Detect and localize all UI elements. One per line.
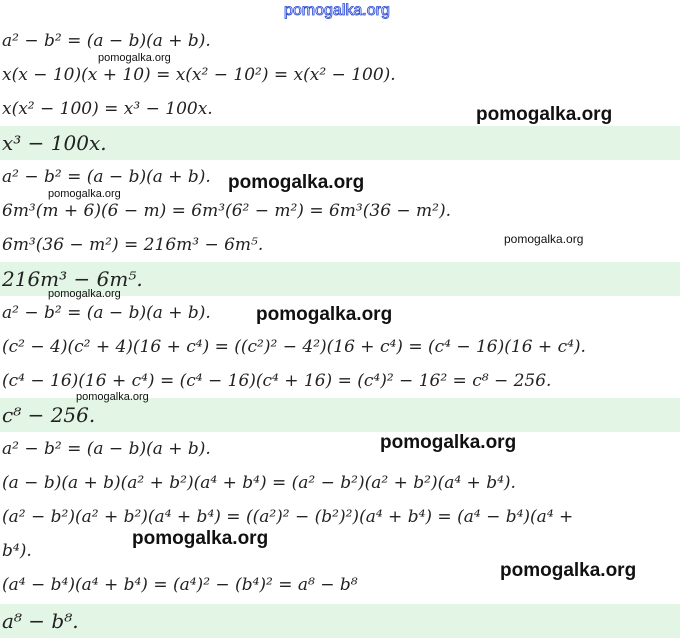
formula-line: a² − b² = (a − b)(a + b). bbox=[2, 439, 211, 459]
formula-line: x(x² − 100) = x³ − 100x. bbox=[2, 99, 213, 119]
watermark[interactable]: pomogalka.org bbox=[48, 188, 121, 200]
watermark[interactable]: pomogalka.org bbox=[500, 560, 637, 581]
formula-line: x(x − 10)(x + 10) = x(x² − 10²) = x(x² − 100). bbox=[2, 65, 396, 85]
watermark[interactable]: pomogalka.org bbox=[504, 232, 584, 246]
formula-line: (c² − 4)(c² + 4)(16 + c⁴) = ((c²)² − 4²)(16 + c⁴) = (c⁴ − 16)(16 + c⁴). bbox=[2, 337, 586, 357]
answer-line: x³ − 100x. bbox=[0, 126, 680, 160]
formula-line: 6m³(m + 6)(6 − m) = 6m³(6² − m²) = 6m³(36 − m²). bbox=[2, 201, 452, 221]
answer-line: a⁸ − b⁸. bbox=[0, 604, 680, 638]
formula-line: (a⁴ − b⁴)(a⁴ + b⁴) = (a⁴)² − (b⁴)² = a⁸ − b⁸ bbox=[2, 575, 358, 595]
watermark-top[interactable]: pomogalka.org bbox=[284, 2, 390, 19]
watermark[interactable]: pomogalka.org bbox=[256, 304, 393, 325]
answer-line: c⁸ − 256. bbox=[0, 398, 680, 432]
formula-line: (a² − b²)(a² + b²)(a⁴ + b⁴) = ((a²)² − (b²)²)(a⁴ + b⁴) = (a⁴ − b⁴)(a⁴ + bbox=[2, 507, 574, 527]
formula-line: a² − b² = (a − b)(a + b). bbox=[2, 31, 211, 51]
watermark[interactable]: pomogalka.org bbox=[132, 528, 269, 549]
watermark[interactable]: pomogalka.org bbox=[380, 432, 517, 453]
watermark[interactable]: pomogalka.org bbox=[476, 104, 613, 125]
formula-line: 6m³(36 − m²) = 216m³ − 6m⁵. bbox=[2, 235, 264, 255]
watermark[interactable]: pomogalka.org bbox=[228, 172, 365, 193]
formula-line: (a − b)(a + b)(a² + b²)(a⁴ + b⁴) = (a² − b²)(a² + b²)(a⁴ + b⁴). bbox=[2, 473, 516, 493]
watermark[interactable]: pomogalka.org bbox=[76, 391, 149, 403]
formula-line: a² − b² = (a − b)(a + b). bbox=[2, 303, 211, 323]
watermark[interactable]: pomogalka.org bbox=[98, 52, 171, 64]
watermark[interactable]: pomogalka.org bbox=[48, 288, 121, 300]
answer-line: 216m³ − 6m⁵. bbox=[0, 262, 680, 296]
formula-line: (c⁴ − 16)(16 + c⁴) = (c⁴ − 16)(c⁴ + 16) = (c⁴)² − 16² = c⁸ − 256. bbox=[2, 371, 552, 391]
formula-line: b⁴). bbox=[2, 541, 32, 561]
formula-line: a² − b² = (a − b)(a + b). bbox=[2, 167, 211, 187]
